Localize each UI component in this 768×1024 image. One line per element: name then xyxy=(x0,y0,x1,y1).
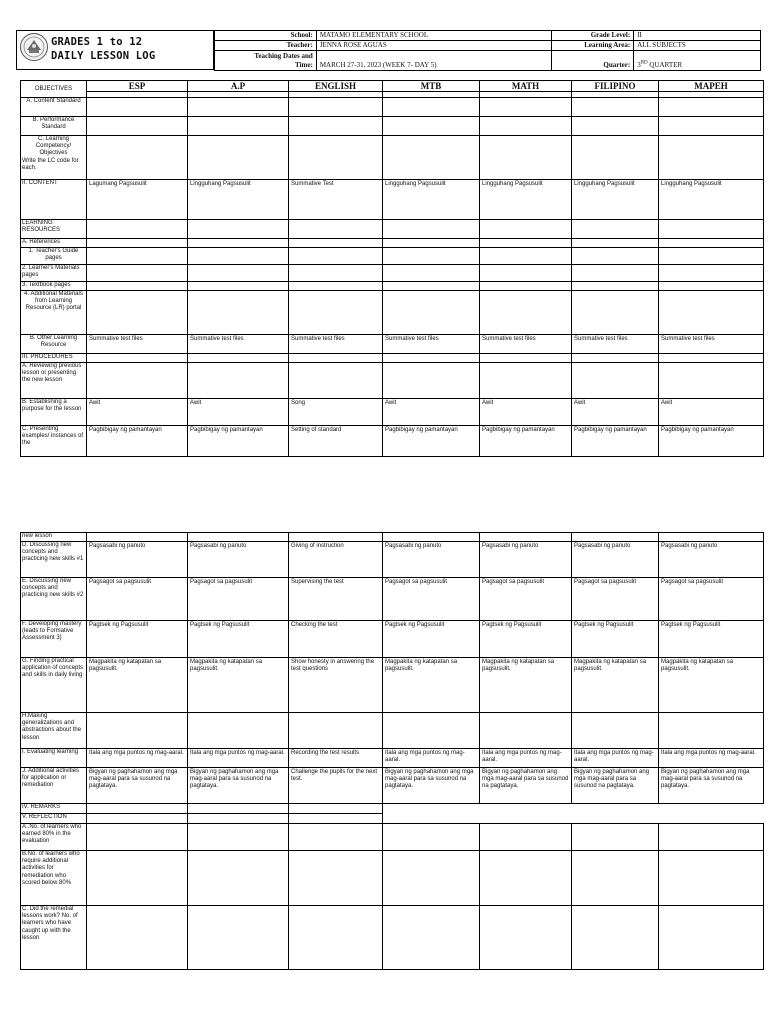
discussing-2-row xyxy=(21,578,764,621)
discussing-2-math: Pagsagot sa pagsusulit xyxy=(480,578,572,621)
reviewing-label: A. Reviewing previous lesson or presenting the new lesson xyxy=(21,363,87,399)
teaching-dates-label xyxy=(215,51,317,71)
learners-80-row xyxy=(21,824,764,851)
presenting-mapeh: Pagbibigay ng pamantayan xyxy=(659,426,764,457)
finding-mapeh: Magpakita ng katapatan sa pagsusulit. xyxy=(659,658,764,713)
generalizations-label: H.Making generalizations and abstractions about the lesson xyxy=(21,713,87,749)
developing-mastery-label: F. Developing mastery (leads to Formative Assessment 3) xyxy=(21,621,87,658)
developing-mapeh: Pagtsek ng Pagsusulit xyxy=(659,621,764,658)
other-resources-esp: Summative test files xyxy=(87,335,188,354)
school-info-table xyxy=(214,30,761,71)
content-row xyxy=(21,180,764,220)
discussing-1-english: Giving of instruction xyxy=(289,542,383,578)
remarks-label: IV. REMARKS xyxy=(21,804,87,814)
discussing-2-ap: Pagsagot sa pagsusulit xyxy=(188,578,289,621)
other-resources-filipino: Summative test files xyxy=(572,335,659,354)
presenting-examples-row xyxy=(21,426,764,457)
additional-activities-row xyxy=(21,768,764,804)
subject-ap: A.P xyxy=(188,81,289,92)
presenting-ap: Pagbibigay ng pamantayan xyxy=(188,426,289,457)
other-resources-english: Summative test files xyxy=(289,335,383,354)
evaluating-filipino: Itala ang mga puntos ng mag-aaral. xyxy=(572,749,659,768)
evaluating-label: I. Evaluating learning xyxy=(21,749,87,768)
remedial-work-label: C. Did the remedial lessons work? No. of learners who have caught up with the lesson xyxy=(21,906,87,970)
developing-filipino: Pagtsek ng Pagsusulit xyxy=(572,621,659,658)
teaching-dates-label-line-2: Time: xyxy=(295,60,313,69)
additional-activities-label: J. Additional activities for application or remediation xyxy=(21,768,87,804)
additional-math: Bigyan ng paghahamon ang mga mag-aaral para sa susunod na pagtataya. xyxy=(480,768,572,804)
procedures-label: III. PROCEDURES xyxy=(21,354,87,363)
finding-mtb: Magpakita ng katapatan sa pagsusulit. xyxy=(383,658,480,713)
subject-header-row xyxy=(21,81,764,92)
discussing-2-mapeh: Pagsagot sa pagsusulit xyxy=(659,578,764,621)
additional-ap: Bigyan ng paghahamon ang mga mag-aaral para sa susunod na pagtataya. xyxy=(188,768,289,804)
learners-remediation-row xyxy=(21,851,764,906)
discussing-1-label: D. Discussing new concepts and practicing new skills #1 xyxy=(21,542,87,578)
teachers-guide-label: 1. Teacher's Guide pages xyxy=(21,248,87,265)
content-filipino: Lingguhang Pagsusulit xyxy=(572,180,659,220)
teacher-value: JENNA ROSE AGUAS xyxy=(316,41,552,51)
subject-english: ENGLISH xyxy=(289,81,383,92)
evaluating-esp: Itala ang mga puntos ng mag-aaral. xyxy=(87,749,188,768)
discussing-1-esp: Pagsasabi ng panuto xyxy=(87,542,188,578)
teaching-dates-label-line-1: Teaching Dates and xyxy=(254,51,313,60)
evaluating-mapeh: Itala ang mga puntos ng mag-aaral. xyxy=(659,749,764,768)
content-standard-row xyxy=(21,98,764,117)
evaluating-row xyxy=(21,749,764,768)
additional-english: Challenge the pupils for the next test. xyxy=(289,768,383,804)
presenting-mtb: Pagbibigay ng pamantayan xyxy=(383,426,480,457)
quarter-value xyxy=(634,51,761,71)
lesson-log-table-part-1 xyxy=(20,80,764,457)
other-resources-ap: Summative test files xyxy=(188,335,289,354)
grade-level-value: II xyxy=(634,31,761,41)
objectives-heading: OBJECTIVES xyxy=(21,81,87,98)
establishing-math: Awit xyxy=(480,399,572,426)
discussing-2-label: E. Discussing new concepts and practicing new skills #2 xyxy=(21,578,87,621)
lesson-log-table-part-2 xyxy=(20,532,764,970)
learners-materials-row xyxy=(21,265,764,282)
remarks-row xyxy=(21,804,764,814)
additional-mtb: Bigyan ng paghahamon ang mga mag-aaral para sa susunod na pagtataya. xyxy=(383,768,480,804)
establishing-esp: Awit xyxy=(87,399,188,426)
learning-resources-label: LEARNING RESOURCES xyxy=(21,220,87,239)
performance-standard-label: B. Performance Standard xyxy=(21,117,87,136)
content-math: Lingguhang Pagsusulit xyxy=(480,180,572,220)
presenting-esp: Pagbibigay ng pamantayan xyxy=(87,426,188,457)
learning-resources-row xyxy=(21,220,764,239)
content-mtb: Lingguhang Pagsusulit xyxy=(383,180,480,220)
learning-competency-label xyxy=(21,136,87,180)
school-label: School: xyxy=(215,31,317,41)
learning-competency-row xyxy=(21,136,764,180)
finding-ap: Magpakita ng katapatan sa pagsusulit. xyxy=(188,658,289,713)
learners-remediation-label: B.No. of learners who require additional activities for remediation who scored below 80% xyxy=(21,851,87,906)
presenting-math: Pagbibigay ng pamantayan xyxy=(480,426,572,457)
developing-mastery-row xyxy=(21,621,764,658)
discussing-2-filipino: Pagsagot sa pagsusulit xyxy=(572,578,659,621)
evaluating-mtb: Itala ang mga puntos ng mag-aaral. xyxy=(383,749,480,768)
developing-esp: Pagtsek ng Pagsusulit xyxy=(87,621,188,658)
evaluating-english: Recording the test results xyxy=(289,749,383,768)
teaching-dates-value: MARCH 27-31, 2023 (WEEK 7- DAY 5) xyxy=(316,51,552,71)
other-resources-mapeh: Summative test files xyxy=(659,335,764,354)
finding-application-label: G. Finding practical application of concepts and skills in daily living xyxy=(21,658,87,713)
presenting-examples-label: C. Presenting examples/ instances of the xyxy=(21,426,87,457)
evaluating-math: Itala ang mga puntos ng mag-aaral. xyxy=(480,749,572,768)
generalizations-row xyxy=(21,713,764,749)
title-box xyxy=(16,30,214,70)
other-resources-label: B. Other Learning Resource xyxy=(21,335,87,354)
content-label: II. CONTENT xyxy=(21,180,87,220)
content-mapeh: Lingguhang Pagsusulit xyxy=(659,180,764,220)
subject-filipino: FILIPINO xyxy=(572,81,659,92)
grade-level-label: Grade Level: xyxy=(552,31,634,41)
teachers-guide-row xyxy=(21,248,764,265)
learners-80-label: A..No. of learners who earned 80% in the evaluation xyxy=(21,824,87,851)
additional-esp: Bigyan ng paghahamon ang mga mag-aaral para sa susunod na pagtataya. xyxy=(87,768,188,804)
subject-math: MATH xyxy=(480,81,572,92)
performance-standard-row xyxy=(21,117,764,136)
other-resources-row xyxy=(21,335,764,354)
page-gap xyxy=(0,472,768,528)
quarter-number: 3 xyxy=(637,61,641,69)
form-title-line-1: GRADES 1 to 12 xyxy=(51,36,143,48)
developing-math: Pagtsek ng Pagsusulit xyxy=(480,621,572,658)
establishing-purpose-row xyxy=(21,399,764,426)
references-label: A. References xyxy=(21,239,87,248)
finding-filipino: Magpakita ng katapatan sa pagsusulit. xyxy=(572,658,659,713)
establishing-filipino: Awit xyxy=(572,399,659,426)
references-row xyxy=(21,239,764,248)
additional-filipino: Bigyan ng paghahamon ang mga mag-aaral para sa susunod na pagtataya. xyxy=(572,768,659,804)
subject-esp: ESP xyxy=(87,81,188,92)
discussing-1-filipino: Pagsasabi ng panuto xyxy=(572,542,659,578)
discussing-1-row xyxy=(21,542,764,578)
lc-code-note: Write the LC code for each. xyxy=(22,157,79,171)
discussing-1-mtb: Pagsasabi ng panuto xyxy=(383,542,480,578)
log-page-1 xyxy=(0,0,768,472)
discussing-2-mtb: Pagsagot sa pagsusulit xyxy=(383,578,480,621)
reflection-label: V. REFLECTION xyxy=(21,814,87,824)
discussing-1-mapeh: Pagsasabi ng panuto xyxy=(659,542,764,578)
reviewing-row xyxy=(21,363,764,399)
teacher-label: Teacher: xyxy=(215,41,317,51)
learners-materials-label: 2. Learner's Materials pages xyxy=(21,265,87,282)
additional-mapeh: Bigyan ng paghahamon ang mga mag-aaral para sa susunod na pagtataya. xyxy=(659,768,764,804)
form-title-line-2: DAILY LESSON LOG xyxy=(51,50,156,62)
content-esp: Lagumang Pagsusulit xyxy=(87,180,188,220)
establishing-mtb: Awit xyxy=(383,399,480,426)
subject-mapeh: MAPEH xyxy=(659,81,764,92)
quarter-word: QUARTER xyxy=(647,61,683,69)
finding-application-row xyxy=(21,658,764,713)
discussing-1-math: Pagsasabi ng panuto xyxy=(480,542,572,578)
finding-esp: Magpakita ng katapatan sa pagsusulit. xyxy=(87,658,188,713)
presenting-filipino: Pagbibigay ng pamantayan xyxy=(572,426,659,457)
deped-seal-icon xyxy=(19,32,49,62)
establishing-purpose-label: B. Establishing a purpose for the lesson xyxy=(21,399,87,426)
learning-area-value: ALL SUBJECTS xyxy=(634,41,761,51)
reflection-row xyxy=(21,814,764,824)
textbook-row xyxy=(21,282,764,291)
additional-materials-row xyxy=(21,291,764,335)
finding-math: Magpakita ng katapatan sa pagsusulit. xyxy=(480,658,572,713)
presenting-continued-label: new lesson xyxy=(21,533,87,542)
procedures-row xyxy=(21,354,764,363)
content-ap: Lingguhang Pagsusulit xyxy=(188,180,289,220)
quarter-superscript: RD xyxy=(640,60,648,66)
discussing-2-esp: Pagsagot sa pagsusulit xyxy=(87,578,188,621)
establishing-mapeh: Awit xyxy=(659,399,764,426)
learning-area-label: Learning Area: xyxy=(552,41,634,51)
establishing-english: Song xyxy=(289,399,383,426)
learning-competency-text: C. Learning Competency/ Objectives xyxy=(35,136,72,157)
additional-materials-label: 4. Additional Materials from Learning Resource (LR) portal xyxy=(21,291,87,335)
establishing-ap: Awit xyxy=(188,399,289,426)
quarter-label: Quarter: xyxy=(552,51,634,71)
log-header xyxy=(16,30,761,71)
evaluating-ap: Itala ang mga puntos ng mag-aaral. xyxy=(188,749,289,768)
content-standard-label: A. Content Standard xyxy=(21,98,87,117)
other-resources-math: Summative test files xyxy=(480,335,572,354)
school-value: MATAMO ELEMENTARY SCHOOL xyxy=(316,31,552,41)
other-resources-mtb: Summative test files xyxy=(383,335,480,354)
discussing-1-ap: Pagsasabi ng panuto xyxy=(188,542,289,578)
log-page-2 xyxy=(0,528,768,1024)
content-english: Summative Test xyxy=(289,180,383,220)
developing-ap: Pagtsek ng Pagsusulit xyxy=(188,621,289,658)
developing-mtb: Pagtsek ng Pagsusulit xyxy=(383,621,480,658)
developing-english: Checking the test xyxy=(289,621,383,658)
subject-mtb: MTB xyxy=(383,81,480,92)
textbook-label: 3. Textbook pages xyxy=(21,282,87,291)
discussing-2-english: Supervising the test xyxy=(289,578,383,621)
finding-english: Show honesty in answering the test questions xyxy=(289,658,383,713)
presenting-continued-row xyxy=(21,533,764,542)
presenting-english: Setting of standard xyxy=(289,426,383,457)
remedial-work-row xyxy=(21,906,764,970)
